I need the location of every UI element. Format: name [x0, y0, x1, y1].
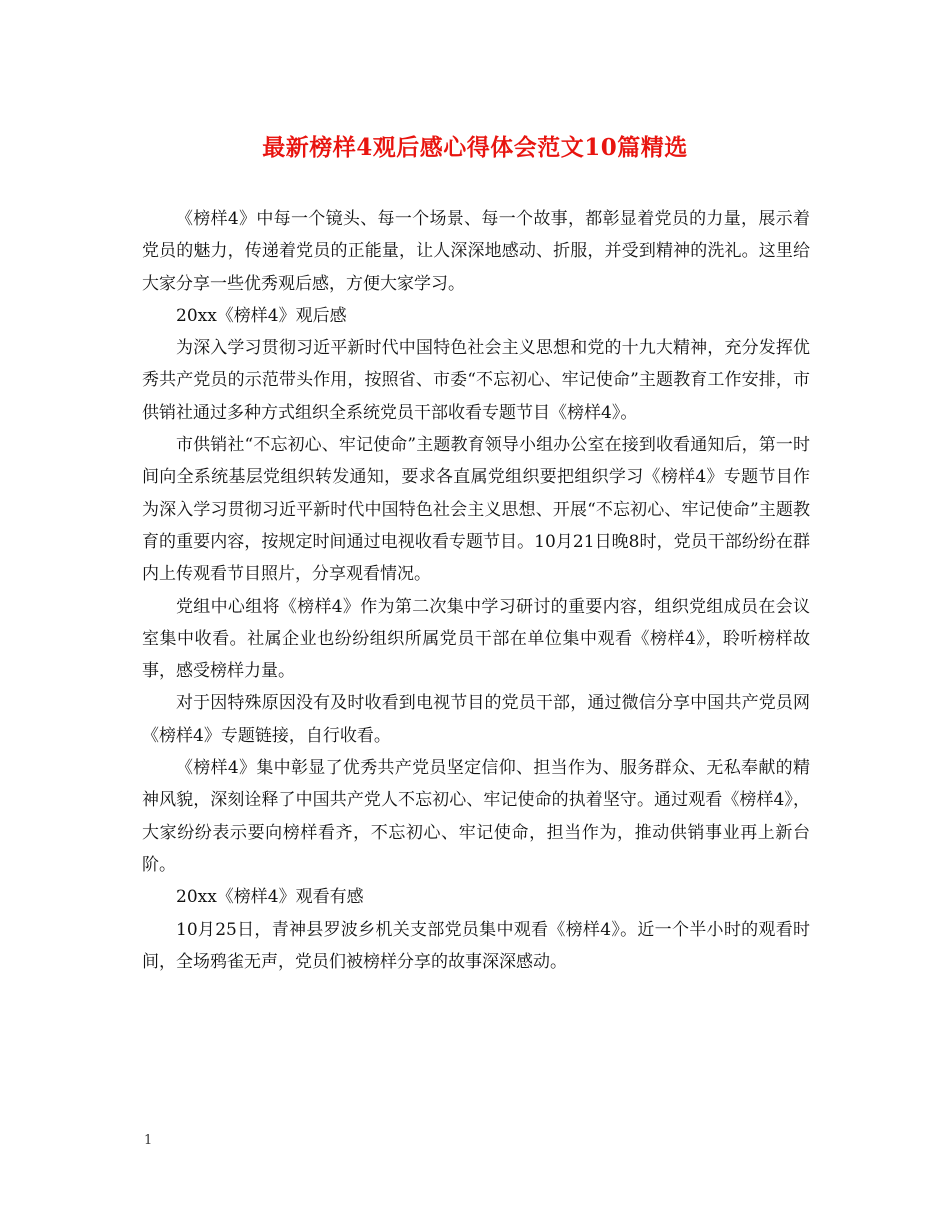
paragraph: 对于因特殊原因没有及时收看到电视节目的党员干部，通过微信分享中国共产党员网《榜样4》专题链接，自行收看。	[142, 693, 810, 746]
paragraph: 为深入学习贯彻习近平新时代中国特色社会主义思想和党的十九大精神，充分发挥优秀共产党员的示范带头作用，按照省、市委“不忘初心、牢记使命”主题教育工作安排，市供销社通过多种方式组织全系统党员干部收看专题节目《榜样4》。	[142, 338, 810, 423]
paragraph: 市供销社“不忘初心、牢记使命”主题教育领导小组办公室在接到收看通知后，第一时间向全系统基层党组织转发通知，要求各直属党组织要把组织学习《榜样4》专题节目作为深入学习贯彻习近平新时代中国特色社会主义思想、开展“不忘初心、牢记使命”主题教育的重要内容，按规定时间通过电视收看专题节目。10月21日晚8时，党员干部纷纷在群内上传观看节目照片，分享观看情况。	[142, 435, 810, 585]
document-title: 最新榜样4观后感心得体会范文10篇精选	[262, 134, 688, 161]
paragraph: 党组中心组将《榜样4》作为第二次集中学习研讨的重要内容，组织党组成员在会议室集中收看。社属企业也纷纷组织所属党员干部在单位集中观看《榜样4》，聆听榜样故事，感受榜样力量。	[142, 596, 810, 682]
section-heading: 20xx《榜样4》观看有感	[176, 887, 364, 908]
paragraph: 10月25日，青神县罗波乡机关支部党员集中观看《榜样4》。近一个半小时的观看时间，全场鸦雀无声，党员们被榜样分享的故事深深感动。	[142, 919, 810, 972]
paragraph: 《榜样4》集中彰显了优秀共产党员坚定信仰、担当作为、服务群众、无私奉献的精神风貌，深刻诠释了中国共产党人不忘初心、牢记使命的执着坚守。通过观看《榜样4》，大家纷纷表示要向榜样看齐，不忘初心、牢记使命，担当作为，推动供销事业再上新台阶。	[142, 758, 810, 875]
section-heading: 20xx《榜样4》观后感	[176, 305, 347, 326]
page-number: 1	[144, 1133, 153, 1148]
document-body	[142, 203, 810, 978]
paragraph: 《榜样4》中每一个镜头、每一个场景、每一个故事，都彰显着党员的力量，展示着党员的魅力，传递着党员的正能量，让人深深地感动、折服，并受到精神的洗礼。这里给大家分享一些优秀观后感，方便大家学习。	[142, 209, 810, 294]
